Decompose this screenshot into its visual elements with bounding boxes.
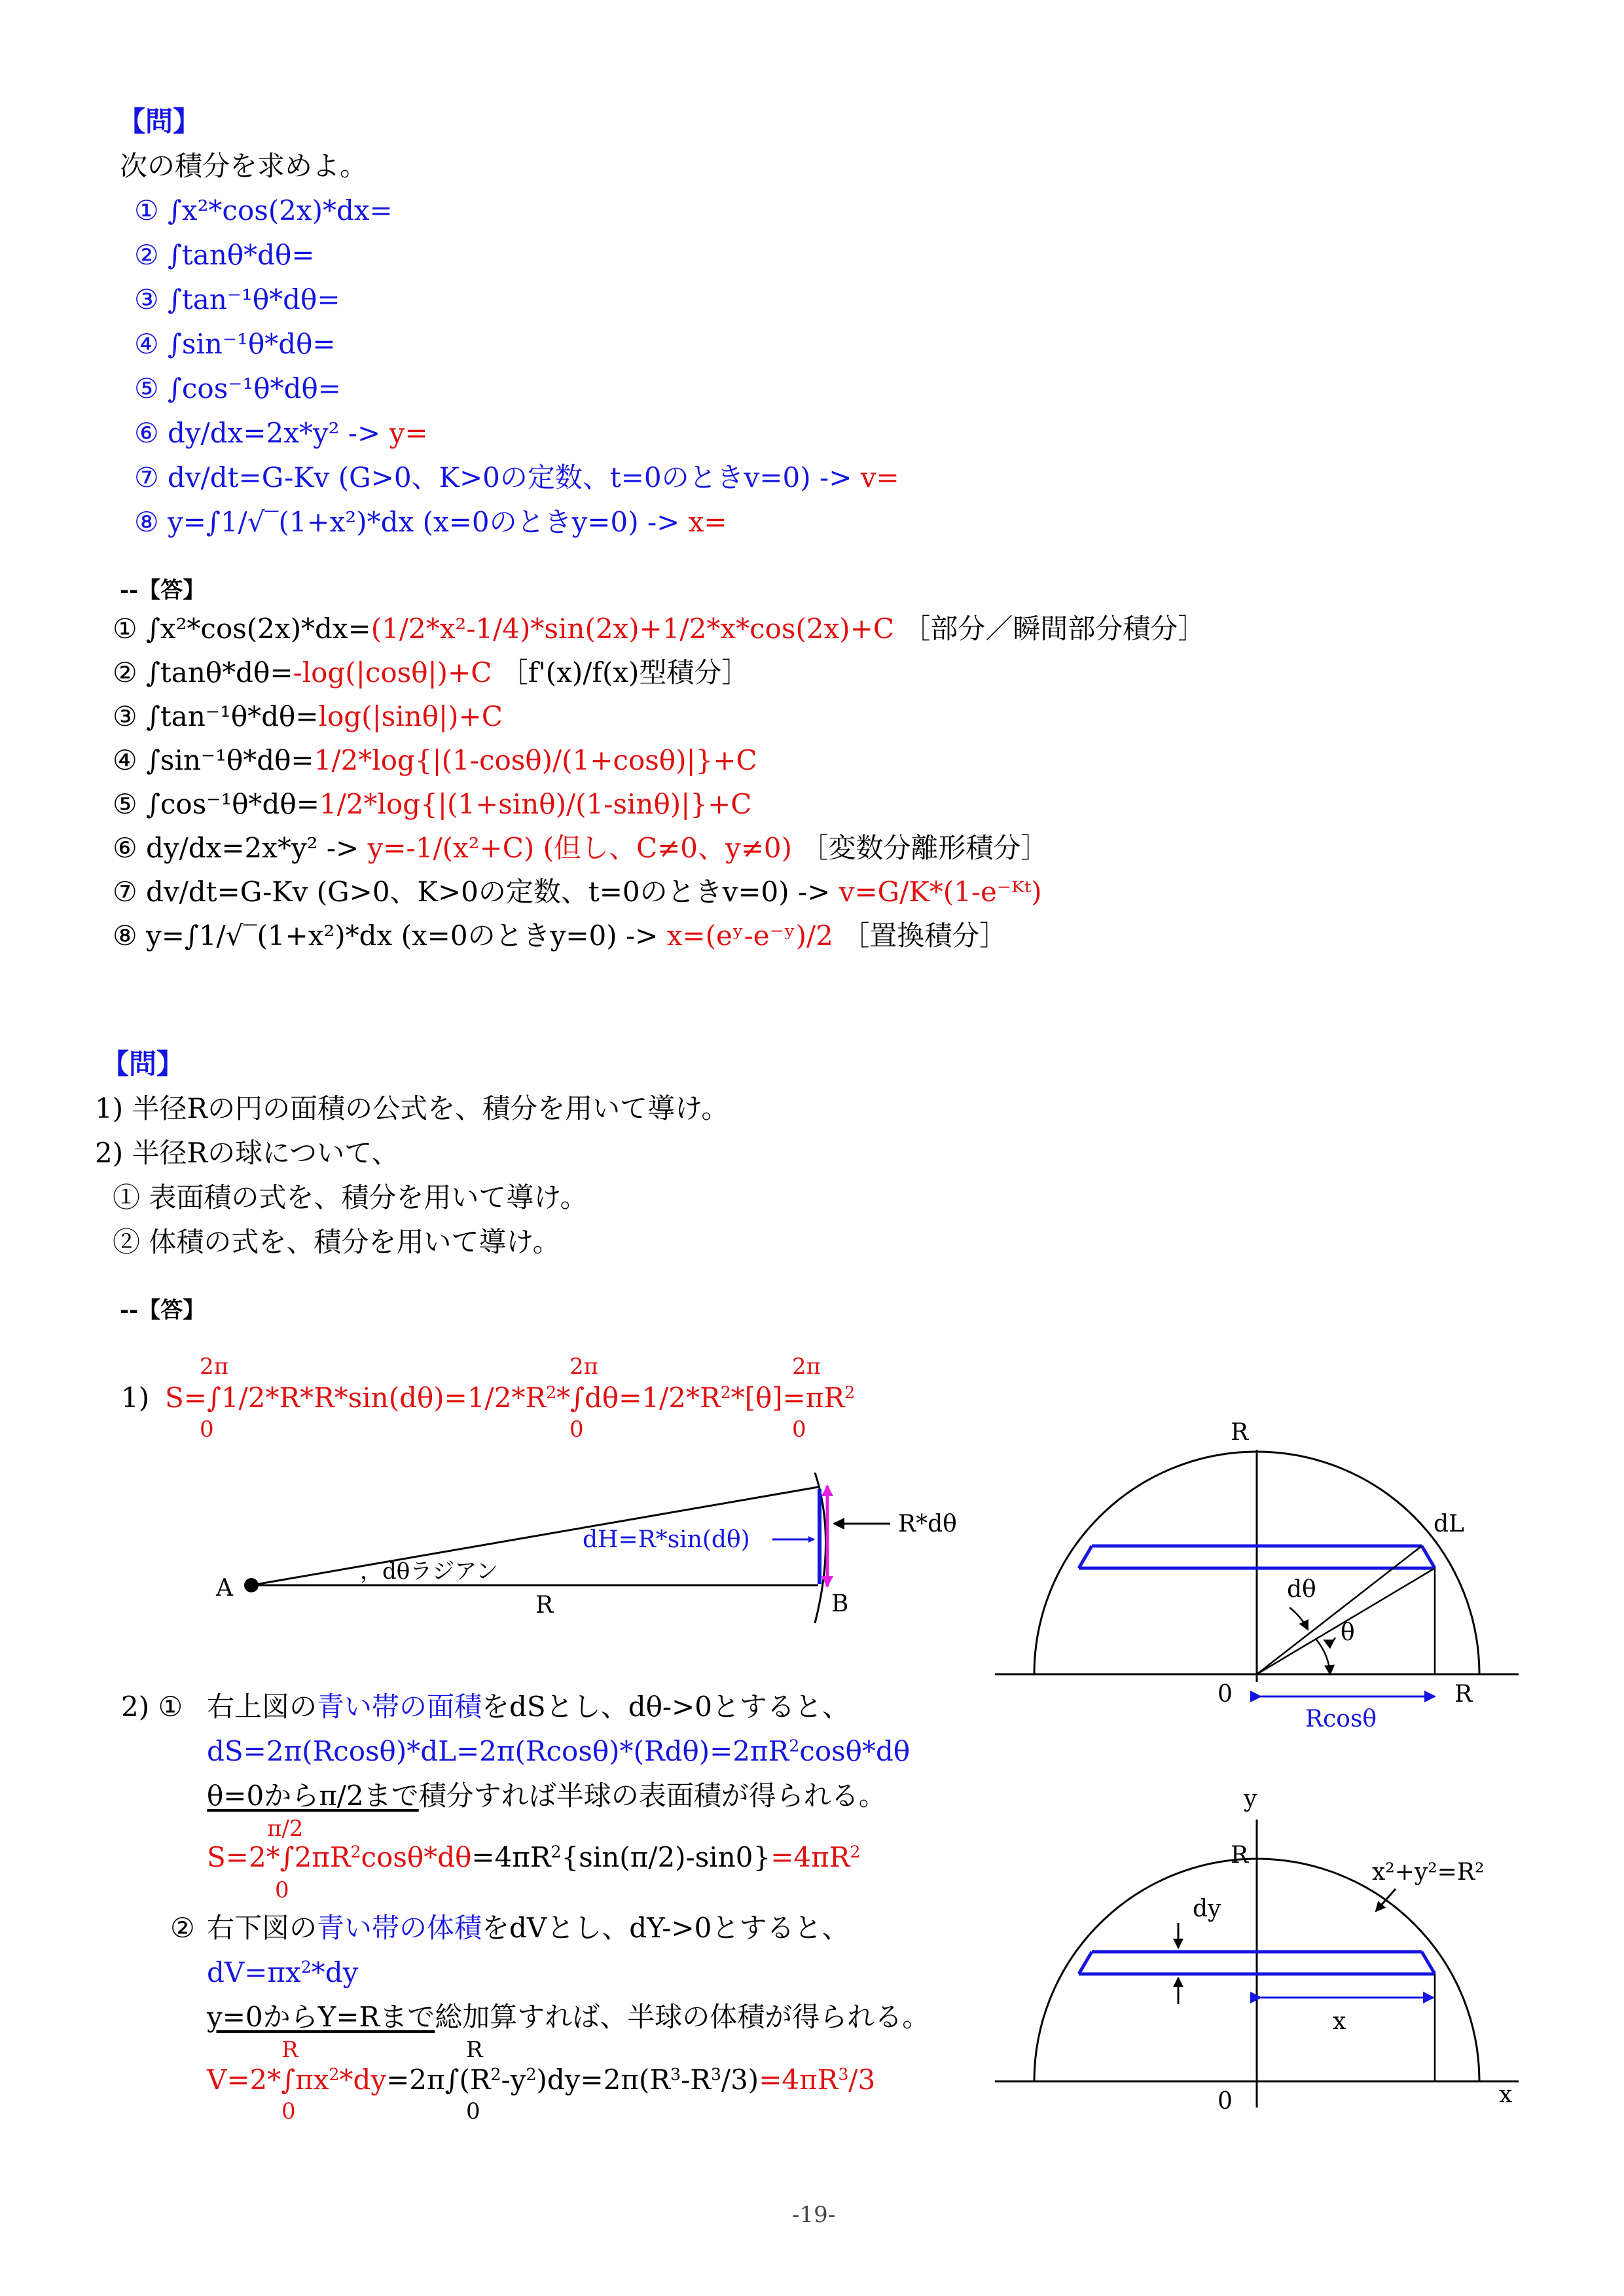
section2-q2: 2) 半径Rの球について、 (95, 1137, 399, 1169)
answer-heading: --【答】 (120, 577, 206, 603)
wedge-figure (196, 1453, 1008, 1649)
section2-q1: 1) 半径Rの円の面積の公式を、積分を用いて導け。 (95, 1092, 729, 1124)
surface-result: $S=2*\int 2\pi R^2\cos\theta*d\theta=4\pi R^2\{\sin(\pi/2)-\sin 0\}=4\pi R^2$ (207, 1841, 861, 1873)
label-dy: dy (1193, 1895, 1221, 1922)
question-item: ⑦ dv/dt=G-Kv (G>0、K>0の定数、t=0のときv=0) -> v= (134, 461, 899, 493)
volume-figure (982, 1767, 1532, 2134)
label-R-right: R (1454, 1681, 1473, 1708)
volume-result: $V=2*\int\pi x^2*dy=2\pi\int(R^2-y^2)dy=2\pi(R^3-R^3/3)=4\pi R^3/3$ (207, 2064, 876, 2096)
integral-lower-limit: 0 (275, 1877, 289, 1903)
question-item: ⑧ y=∫1/√‾(1+x²)*dx (x=0のときy=0) -> x= (134, 506, 727, 538)
label-R: R (1231, 1842, 1249, 1869)
question-item: ③ ∫tan⁻¹θ*dθ= (134, 283, 340, 315)
integral-upper-limit: R (466, 2037, 483, 2063)
integral-lower-limit: 0 (200, 1416, 214, 1443)
integral-lower-limit: 0 (569, 1416, 584, 1443)
integral-upper-limit: R (281, 2037, 298, 2063)
answer-item: ⑤ ∫cos⁻¹θ*dθ=1/2*log{|(1+sinθ)/(1-sinθ)|}+C (113, 788, 752, 820)
volume-line-3: y=0からY=Rまで総加算すれば、半球の体積が得られる。 (207, 2001, 930, 2033)
page-number: -19- (792, 2202, 836, 2228)
answer-label: 1) (121, 1382, 150, 1414)
answer-heading-2: --【答】 (120, 1297, 206, 1323)
question-item: ① ∫x²*cos(2x)*dx= (134, 194, 393, 226)
integral-lower-limit: 0 (792, 1416, 806, 1443)
theta-arc (1316, 1639, 1330, 1674)
label-rcos: Rcosθ (1305, 1706, 1377, 1732)
label-dH: dH=R*sin(dθ) (583, 1526, 750, 1553)
integral-lower-limit: 0 (281, 2098, 296, 2125)
label-A: A (216, 1575, 233, 1602)
radius-lines (1257, 1546, 1435, 1674)
surface-line-1: 右上図の青い帯の面積をdSとし、dθ->0とすると、 (207, 1691, 850, 1723)
theta-arrowhead (1324, 1638, 1335, 1641)
answer-item: ⑥ dy/dx=2x*y² -> y=-1/(x²+C) (但し、C≠0、y≠0) ［変数分離形積分］ (113, 832, 1049, 864)
answer-num: ② (170, 1912, 195, 1944)
integral-upper-limit: 2π (569, 1354, 598, 1380)
label-x: x (1333, 2008, 1346, 2035)
integral-upper-limit: π/2 (267, 1816, 304, 1842)
label-Rd: R*dθ (898, 1511, 957, 1537)
dtheta-arrow (1290, 1607, 1308, 1630)
answer-item: ⑦ dv/dt=G-Kv (G>0、K>0の定数、t=0のときv=0) -> v=G/K*(1-e⁻ᴷᵗ) (113, 876, 1042, 908)
surface-axes (995, 1450, 1519, 1682)
label-R-top: R (1231, 1419, 1249, 1446)
section2-q2b: ② 体積の式を、積分を用いて導け。 (113, 1226, 560, 1258)
surface-line-3: θ=0からπ/2まで積分すれば半球の表面積が得られる。 (207, 1780, 886, 1812)
label-origin: 0 (1218, 1681, 1233, 1708)
label-theta: θ (1341, 1619, 1355, 1646)
circle-area-formula: $S=\int 1/2*R*R*\sin(d\theta)=1/2*R^2*\int d\theta=1/2*R^2*[\theta]=\pi R^2$ (165, 1382, 856, 1414)
label-R: R (535, 1592, 554, 1619)
answer-item: ⑧ y=∫1/√‾(1+x²)*dx (x=0のときy=0) -> x=(eʸ-e⁻ʸ)/2 ［置換積分］ (113, 920, 1007, 952)
answer-item: ① ∫x²*cos(2x)*dx=(1/2*x²-1/4)*sin(2x)+1/2*x*cos(2x)+C ［部分／瞬間部分積分］ (113, 613, 1206, 645)
answer-item: ② ∫tanθ*dθ=-log(|cosθ|)+C ［f'(x)/f(x)型積分］ (113, 656, 749, 689)
volume-line-2: $dV=\pi x^2*dy$ (207, 1956, 359, 1988)
surface-figure (982, 1414, 1532, 1741)
vertex-dot (244, 1578, 259, 1592)
label-angle: ，dθラジアン (360, 1558, 498, 1585)
answer-item: ③ ∫tan⁻¹θ*dθ=log(|sinθ|)+C (113, 700, 503, 732)
label-dL: dL (1434, 1511, 1464, 1537)
label-circle-eq: x²+y²=R² (1372, 1859, 1485, 1886)
section2-q2a: ① 表面積の式を、積分を用いて導け。 (113, 1181, 588, 1213)
integral-lower-limit: 0 (466, 2098, 480, 2125)
integral-upper-limit: 2π (200, 1354, 228, 1380)
question-item: ④ ∫sin⁻¹θ*dθ= (134, 328, 336, 360)
section1-heading: 【問】 (118, 105, 201, 137)
label-y-axis: y (1244, 1785, 1257, 1812)
circle-pointer (1376, 1889, 1396, 1911)
volume-line-1: 右下図の青い帯の体積をdVとし、dY->0とすると、 (207, 1912, 850, 1944)
answer-item: ④ ∫sin⁻¹θ*dθ=1/2*log{|(1-cosθ)/(1+cosθ)|}+C (113, 744, 757, 776)
label-x-axis: x (1499, 2081, 1513, 2108)
label-origin: 0 (1218, 2088, 1233, 2115)
integral-upper-limit: 2π (792, 1354, 821, 1380)
section1-intro: 次の積分を求めよ。 (120, 150, 368, 182)
question-item: ② ∫tanθ*dθ= (134, 239, 315, 271)
label-dtheta: dθ (1287, 1576, 1316, 1603)
answer-label: 2) ① (121, 1691, 183, 1723)
surface-line-2: $dS=2\pi(Rcos\theta)*dL=2\pi(Rcos\theta)*(Rd\theta)=2\pi R^2\cos\theta*d\theta$ (207, 1735, 911, 1767)
section2-heading: 【問】 (101, 1048, 185, 1080)
label-B: B (831, 1590, 849, 1617)
question-item: ⑤ ∫cos⁻¹θ*dθ= (134, 372, 341, 404)
question-item: ⑥ dy/dx=2x*y² -> y= (134, 417, 428, 449)
